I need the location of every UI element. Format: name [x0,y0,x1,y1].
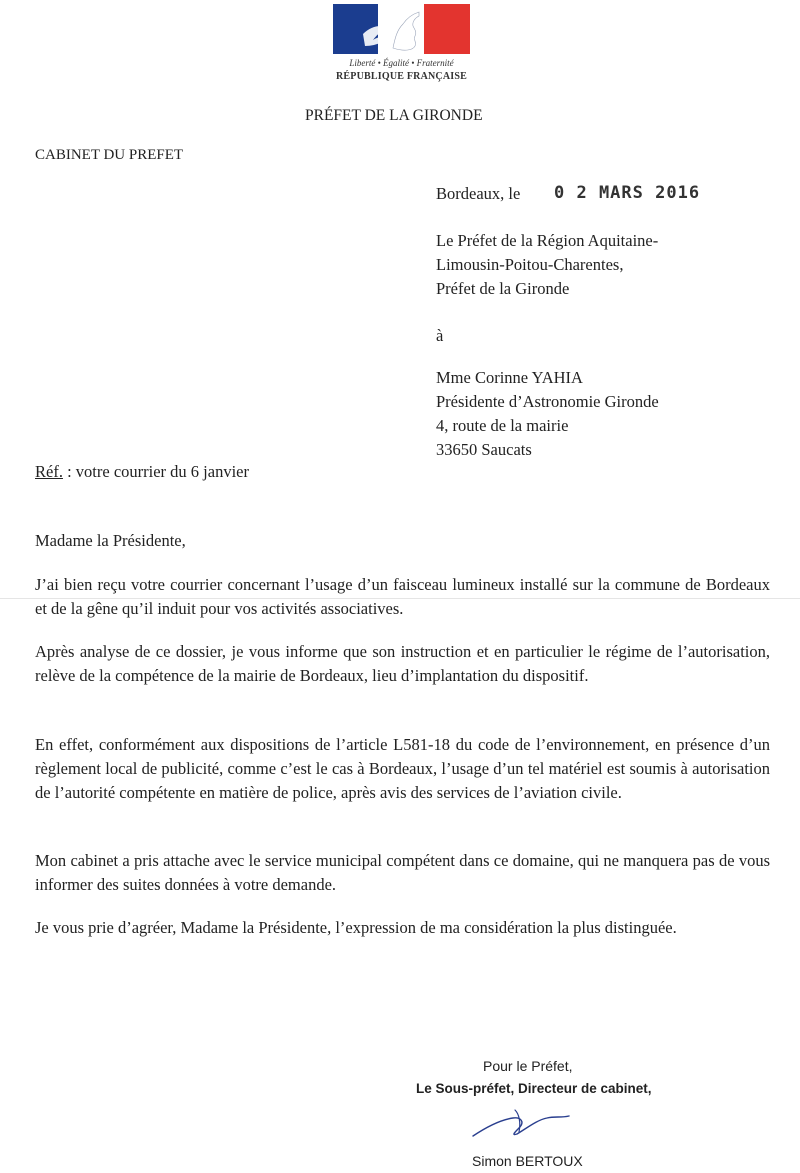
recipient-street: 4, route de la mairie [436,416,569,435]
sender-line-1: Le Préfet de la Région Aquitaine- [436,231,659,250]
republic-motto: Liberté • Égalité • Fraternité [349,58,454,68]
date-place: Bordeaux, le [436,184,521,203]
date-stamp: 0 2 MARS 2016 [554,183,701,203]
sender-line-3: Préfet de la Gironde [436,279,570,298]
paragraph-2: Après analyse de ce dossier, je vous informe que son instruction et en particulier le régime de l’autorisation, relève de la compétence de la mairie de Bordeaux, lieu d’implantation du dispositif. [35,642,770,685]
handwritten-signature [465,1098,605,1148]
sender-to: à [436,326,444,345]
paragraph-4: Mon cabinet a pris attache avec le service municipal compétent dans ce domaine, qui ne manquera pas de vous informer des suites données à votre demande. [35,851,770,894]
signature-line-2: Le Sous-préfet, Directeur de cabinet, [416,1081,652,1096]
salutation: Madame la Présidente, [35,531,186,550]
paragraph-3: En effet, conformément aux dispositions de l’article L581-18 du code de l’environnement, en présence d’un règlement local de publicité, comme c’est le cas à Bordeaux, l’usage d’un tel matériel est soumis à autorisation de l’autorité compétente en matière de police, après avis des services de l’aviation civile. [35,735,770,802]
reference [35,460,249,484]
cabinet-label: CABINET DU PREFET [35,147,184,163]
marianne-profile-icon [333,4,470,54]
reference-label: Réf. [35,462,63,481]
signature-line-1: Pour le Préfet, [483,1058,573,1074]
tricolor-flag [333,4,470,54]
signatory-name: Simon BERTOUX [472,1153,583,1169]
prefecture-title: PRÉFET DE LA GIRONDE [305,107,483,124]
recipient-name: Mme Corinne YAHIA [436,368,583,387]
recipient-title: Présidente d’Astronomie Gironde [436,392,659,411]
sender-line-2: Limousin-Poitou-Charentes, [436,255,624,274]
recipient-city: 33650 Saucats [436,440,532,459]
marianne-logo [333,4,470,89]
reference-text: : votre courrier du 6 janvier [62,462,249,481]
republic-name: RÉPUBLIQUE FRANÇAISE [336,71,467,82]
paragraph-5: Je vous prie d’agréer, Madame la Présidente, l’expression de ma considération la plus distinguée. [35,918,677,937]
paragraph-1: J’ai bien reçu votre courrier concernant l’usage d’un faisceau lumineux installé sur la commune de Bordeaux et de la gêne qu’il induit pour vos activités associatives. [35,575,770,618]
